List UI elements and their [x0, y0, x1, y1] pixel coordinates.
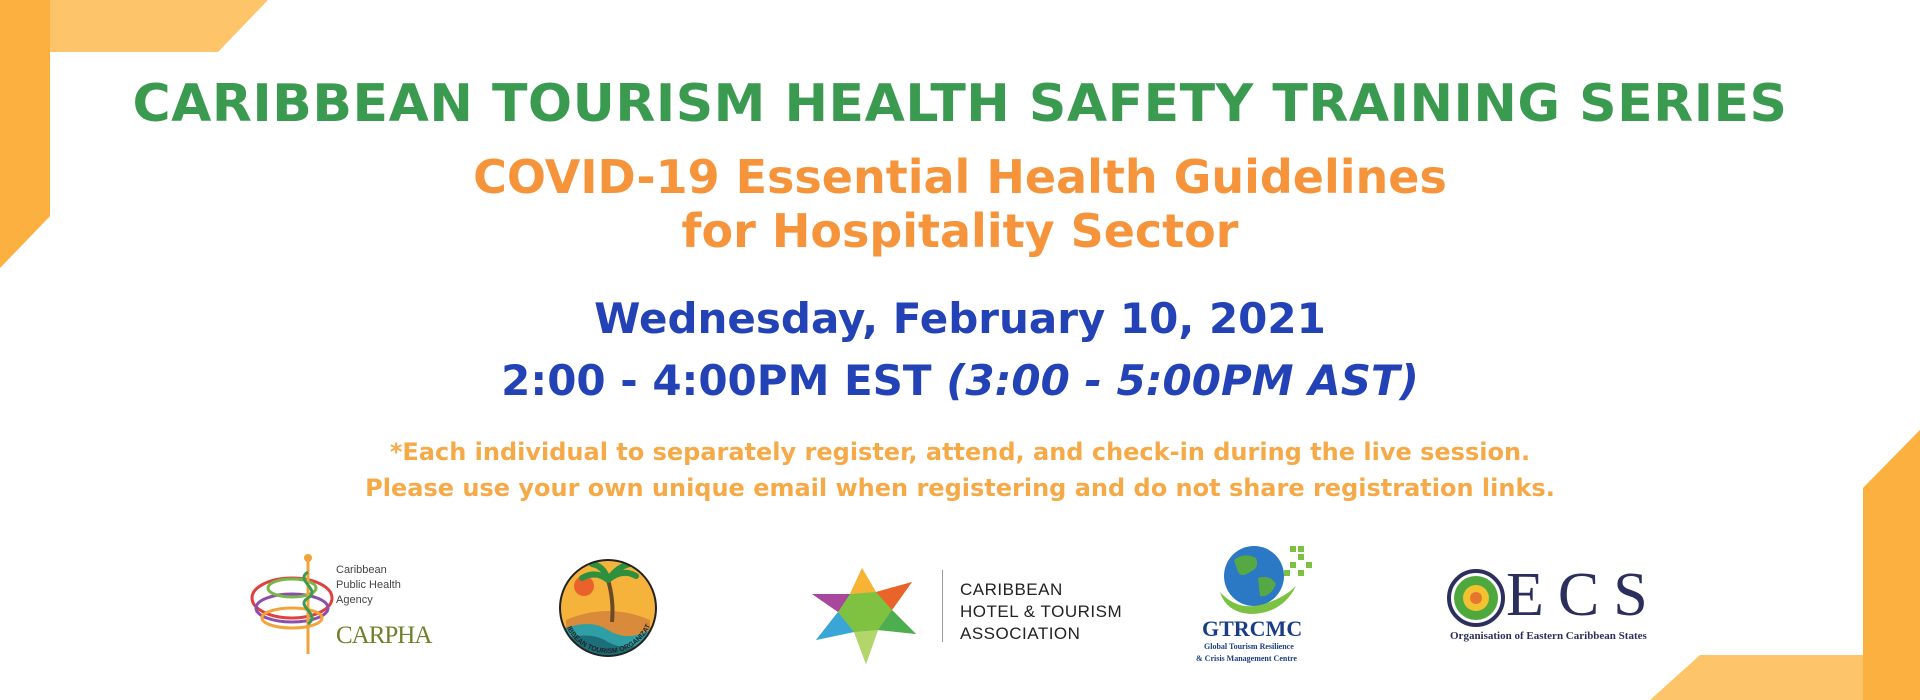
time-ast: (3:00 - 5:00PM AST): [946, 356, 1419, 405]
chta-logo: [806, 564, 1126, 668]
cto-ring-text: IBBEAN TOURISM ORGANIZAT: [565, 623, 653, 656]
carpha-line-3: Agency: [336, 594, 373, 606]
cto-logo: [546, 556, 670, 666]
series-title: CARIBBEAN TOURISM HEALTH SAFETY TRAINING SERIES: [132, 74, 1788, 134]
carpha-logo: [246, 552, 446, 662]
registration-note-1: *Each individual to separately register, attend, and check-in during the live session.: [389, 438, 1531, 466]
gtrcmc-line-1: Global Tourism Resilience: [1204, 642, 1294, 651]
chta-line-1: CARIBBEAN: [960, 580, 1063, 599]
gtrcmc-acronym: GTRCMC: [1202, 616, 1303, 641]
gtrcmc-line-2: & Crisis Management Centre: [1196, 654, 1297, 663]
chta-star-icon: [806, 564, 926, 668]
subtitle-line-1: COVID-19 Essential Health Guidelines: [473, 150, 1447, 204]
chta-line-3: ASSOCIATION: [960, 624, 1081, 643]
carpha-line-2: Public Health: [336, 579, 401, 591]
carpha-emblem-icon: [246, 552, 336, 662]
session-subtitle: [0, 150, 1920, 258]
oecs-full-name: Organisation of Eastern Caribbean States: [1450, 630, 1647, 642]
registration-note-2: Please use your own unique email when registering and do not share registration links.: [365, 474, 1555, 502]
time-est: 2:00 - 4:00PM EST: [501, 356, 947, 405]
gtrcmc-logo: [1192, 542, 1342, 668]
event-date: Wednesday, February 10, 2021: [594, 294, 1326, 343]
oecs-logo: [1446, 561, 1676, 644]
gtrcmc-globe-icon: [1204, 542, 1328, 614]
carpha-acronym: CARPHA: [336, 622, 432, 649]
chta-line-2: HOTEL & TOURISM: [960, 602, 1123, 621]
oecs-letters: ECS: [1506, 561, 1662, 629]
carpha-line-1: Caribbean: [336, 564, 387, 576]
oecs-emblem-icon: [1446, 568, 1506, 628]
cto-emblem-icon: [546, 556, 670, 666]
event-time: [0, 356, 1920, 405]
subtitle-line-2: for Hospitality Sector: [681, 204, 1239, 258]
chta-divider: [942, 570, 943, 642]
